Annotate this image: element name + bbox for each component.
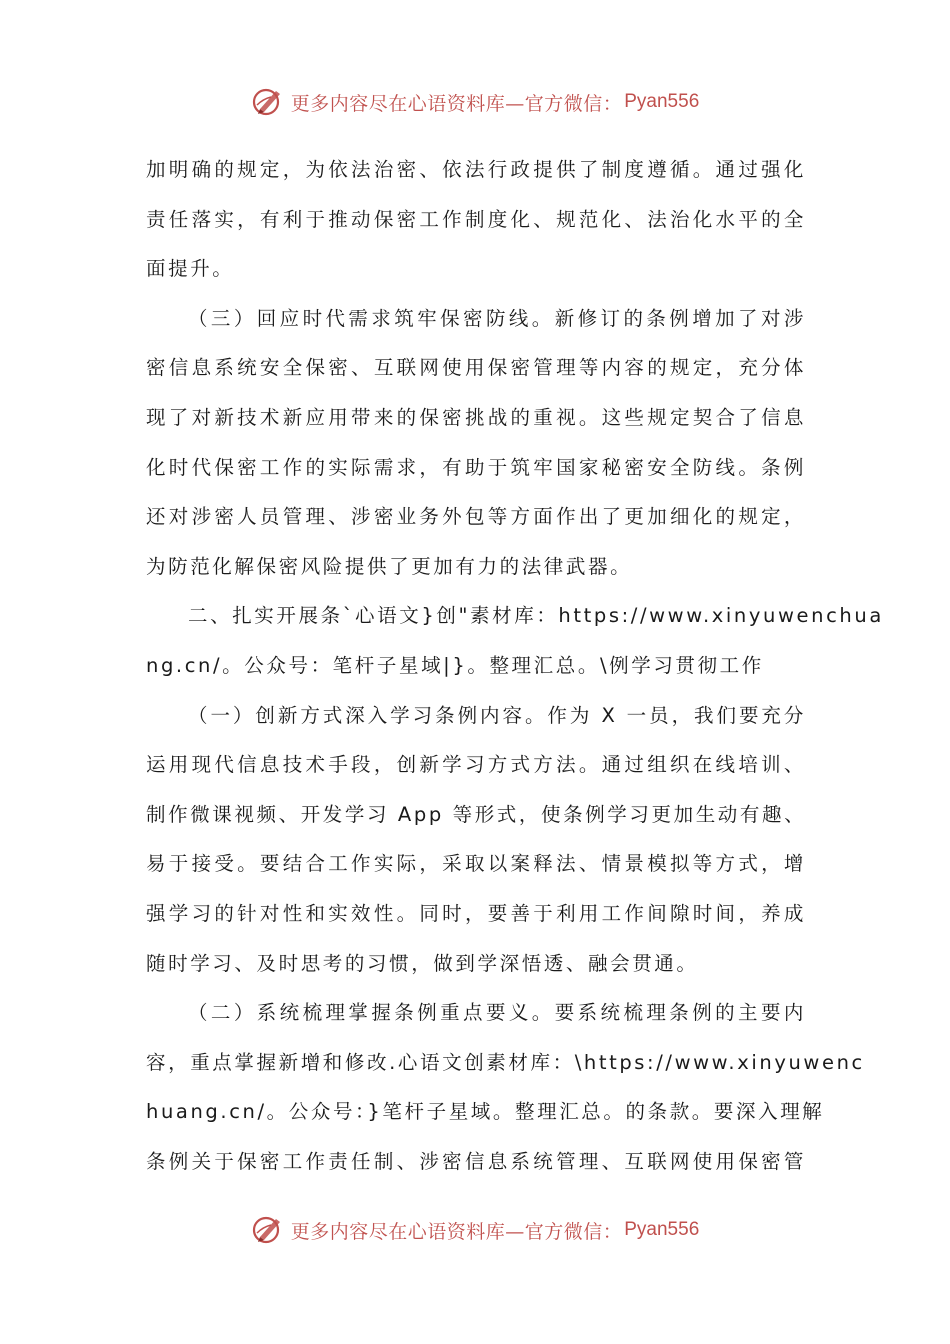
pen-logo-icon [251,1213,285,1247]
text-line: 容，重点掌握新增和修改.心语文创素材库：\https://www.xinyuwenc [146,1050,865,1074]
banner-wechat-id: Pyan556 [624,91,700,112]
text-line: 加明确的规定，为依法治密、依法行政提供了制度遵循。通过强化 [146,158,806,181]
text-line: 二、扎实开展条`心语文}创"素材库：https://www.xinyuwenchua [188,604,884,628]
text-line: 密信息系统安全保密、互联网使用保密管理等内容的规定，充分体 [146,356,806,380]
text-line: 为防范化解保密风险提供了更加有力的法律武器。 [146,554,633,578]
text-line: 随时学习、及时思考的习惯，做到学深悟透、融会贯通。 [146,951,699,975]
banner-wechat-id: Pyan556 [624,1219,700,1240]
text-line: 制作微课视频、开发学习 App 等形式，使条例学习更加生动有趣、 [146,802,807,826]
text-line: 易于接受。要结合工作实际，采取以案释法、情景模拟等方式，增 [146,852,806,876]
text-line: 面提升。 [146,257,235,281]
text-line: 强学习的针对性和实效性。同时，要善于利用工作间隙时间，养成 [146,901,806,925]
header-watermark-banner [0,82,950,122]
text-line: 条例关于保密工作责任制、涉密信息系统管理、互联网使用保密管 [146,1149,806,1173]
banner-text: 更多内容尽在心语资料库—官方微信： [290,92,623,115]
document-body [146,145,884,1186]
text-line: ng.cn/。公众号：笔杆子星域|}。整理汇总。\例学习贯彻工作 [146,653,764,677]
footer-watermark-banner [0,1210,950,1250]
text-line: 运用现代信息技术手段，创新学习方式方法。通过组织在线培训、 [146,753,806,777]
pen-logo-icon [251,85,285,119]
text-line: 还对涉密人员管理、涉密业务外包等方面作出了更加细化的规定， [146,505,806,529]
text-line: 化时代保密工作的实际需求，有助于筑牢国家秘密安全防线。条例 [146,455,806,479]
banner-text: 更多内容尽在心语资料库—官方微信： [290,1220,623,1243]
text-line: 责任落实，有利于推动保密工作制度化、规范化、法治化水平的全 [146,207,806,231]
text-line: （一）创新方式深入学习条例内容。作为 X 一员，我们要充分 [188,703,806,727]
text-line: （三）回应时代需求筑牢保密防线。新修订的条例增加了对涉 [188,306,806,330]
text-line: huang.cn/。公众号：}笔杆子星域。整理汇总。的条款。要深入理解 [146,1100,825,1124]
text-line: （二）系统梳理掌握条例重点要义。要系统梳理条例的主要内 [188,1001,806,1025]
text-line: 现了对新技术新应用带来的保密挑战的重视。这些规定契合了信息 [146,405,806,429]
